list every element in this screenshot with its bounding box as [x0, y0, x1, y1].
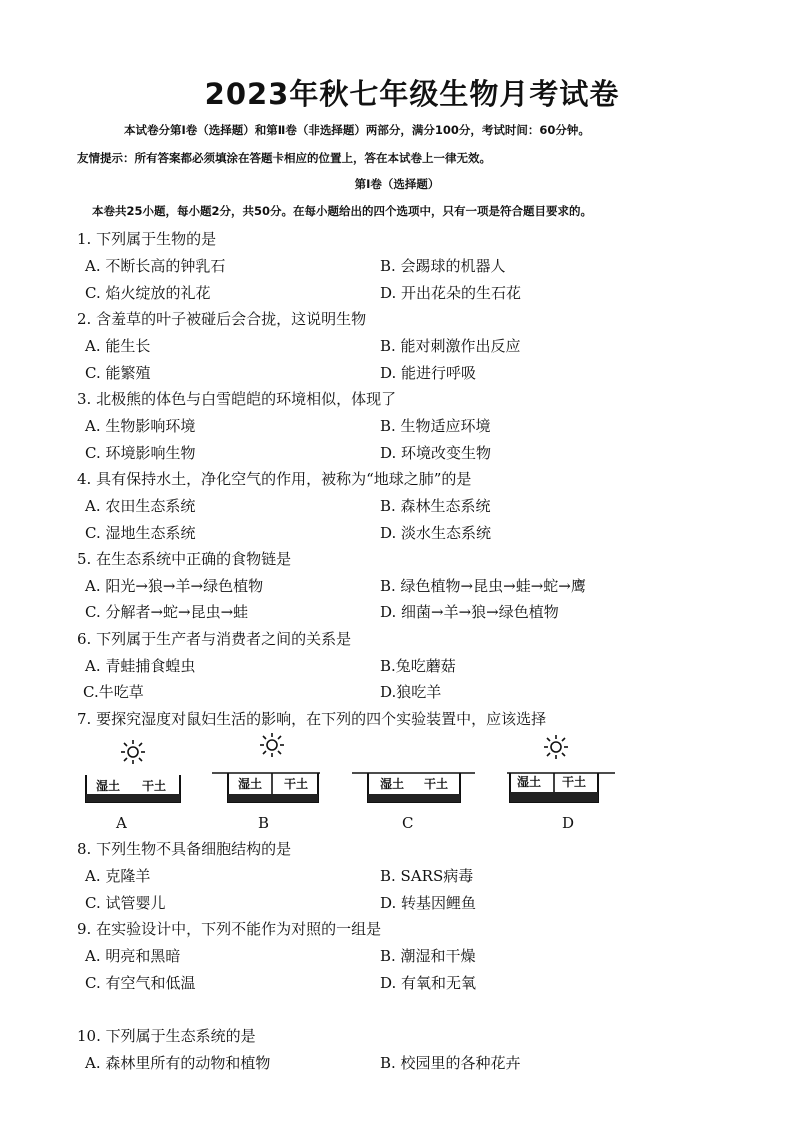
- option-d: D. 转基因鲤鱼: [380, 894, 477, 912]
- figure-label-a: A: [116, 814, 127, 832]
- section-title: 第Ⅰ卷（选择题）: [354, 177, 440, 191]
- wet-soil-label: 湿土: [380, 777, 405, 791]
- option-b: B. SARS病毒: [380, 867, 474, 885]
- option-a: A. 阳光→狼→羊→绿色植物: [85, 577, 264, 595]
- option-c: C. 湿地生态系统: [85, 524, 196, 542]
- sun-icon: [260, 733, 284, 757]
- dry-soil-label: 干土: [562, 775, 587, 789]
- option-b: B. 能对刺激作出反应: [380, 337, 521, 355]
- option-d: D. 细菌→羊→狼→绿色植物: [380, 603, 559, 621]
- wet-soil-label: 湿土: [96, 779, 121, 793]
- option-a: A. 农田生态系统: [85, 497, 196, 515]
- section-intro: 本卷共25小题，每小题2分，共50分。在每小题给出的四个选项中，只有一项是符合题目要求的。: [92, 204, 593, 218]
- figure-label-c: C: [402, 814, 414, 832]
- option-b: B. 绿色植物→昆虫→蛙→蛇→鹰: [380, 577, 586, 595]
- option-c: C. 能繁殖: [85, 364, 151, 382]
- option-a: A. 森林里所有的动物和植物: [85, 1054, 271, 1072]
- option-a: A. 生物影响环境: [85, 417, 196, 435]
- wet-soil-label: 湿土: [238, 777, 263, 791]
- option-d: D. 开出花朵的生石花: [380, 284, 522, 302]
- page-title: 2023年秋七年级生物月考试卷: [204, 77, 620, 111]
- option-c: C.牛吃草: [83, 683, 144, 701]
- option-b: B. 生物适应环境: [380, 417, 491, 435]
- wet-soil-label: 湿土: [517, 775, 542, 789]
- figure-label-d: D: [562, 814, 575, 832]
- question-stem: 9. 在实验设计中，下列不能作为对照的一组是: [77, 920, 382, 938]
- question-stem: 10. 下列属于生态系统的是: [77, 1027, 256, 1045]
- option-b: B. 会踢球的机器人: [380, 257, 506, 275]
- option-d: D. 淡水生态系统: [380, 524, 492, 542]
- option-c: C. 分解者→蛇→昆虫→蛙: [85, 603, 249, 621]
- option-b: B. 校园里的各种花卉: [380, 1054, 521, 1072]
- option-a: A. 能生长: [85, 337, 151, 355]
- dry-soil-label: 干土: [142, 779, 167, 793]
- option-b: B.兔吃蘑菇: [380, 657, 456, 675]
- option-a: A. 克隆羊: [85, 867, 151, 885]
- question-stem: 7. 要探究湿度对鼠妇生活的影响，在下列的四个实验装置中，应该选择: [77, 710, 547, 728]
- figure-label-b: B: [258, 814, 270, 832]
- option-d: D. 有氧和无氧: [380, 974, 477, 992]
- sun-icon: [544, 735, 568, 759]
- question-stem: 5. 在生态系统中正确的食物链是: [77, 550, 292, 568]
- option-c: C. 环境影响生物: [85, 444, 196, 462]
- option-a: A. 不断长高的钟乳石: [85, 257, 226, 275]
- question-stem: 6. 下列属于生产者与消费者之间的关系是: [77, 630, 352, 648]
- option-d: D. 能进行呼吸: [380, 364, 477, 382]
- option-a: A. 青蛙捕食蝗虫: [85, 657, 196, 675]
- option-c: C. 有空气和低温: [85, 974, 196, 992]
- option-d: D. 环境改变生物: [380, 444, 492, 462]
- option-c: C. 焰火绽放的礼花: [85, 284, 211, 302]
- option-b: B. 潮湿和干燥: [380, 947, 476, 965]
- friendly-reminder: 友情提示：所有答案都必须填涂在答题卡相应的位置上，答在本试卷上一律无效。: [77, 151, 491, 165]
- sun-icon: [121, 740, 145, 764]
- question-stem: 4. 具有保持水土，净化空气的作用，被称为“地球之肺”的是: [77, 470, 472, 488]
- exam-instructions: 本试卷分第Ⅰ卷（选择题）和第Ⅱ卷（非选择题）两部分，满分100分，考试时间：60分钟。: [124, 123, 590, 137]
- option-a: A. 明亮和黑暗: [85, 947, 181, 965]
- option-d: D.狼吃羊: [380, 683, 442, 701]
- option-c: C. 试管婴儿: [85, 894, 166, 912]
- experiment-figure: [0, 730, 794, 810]
- question-stem: 1. 下列属于生物的是: [77, 230, 217, 248]
- dry-soil-label: 干土: [284, 777, 309, 791]
- question-stem: 2. 含羞草的叶子被碰后会合拢，这说明生物: [77, 310, 367, 328]
- question-stem: 8. 下列生物不具备细胞结构的是: [77, 840, 292, 858]
- dry-soil-label: 干土: [424, 777, 449, 791]
- question-stem: 3. 北极熊的体色与白雪皑皑的环境相似，体现了: [77, 390, 397, 408]
- option-b: B. 森林生态系统: [380, 497, 491, 515]
